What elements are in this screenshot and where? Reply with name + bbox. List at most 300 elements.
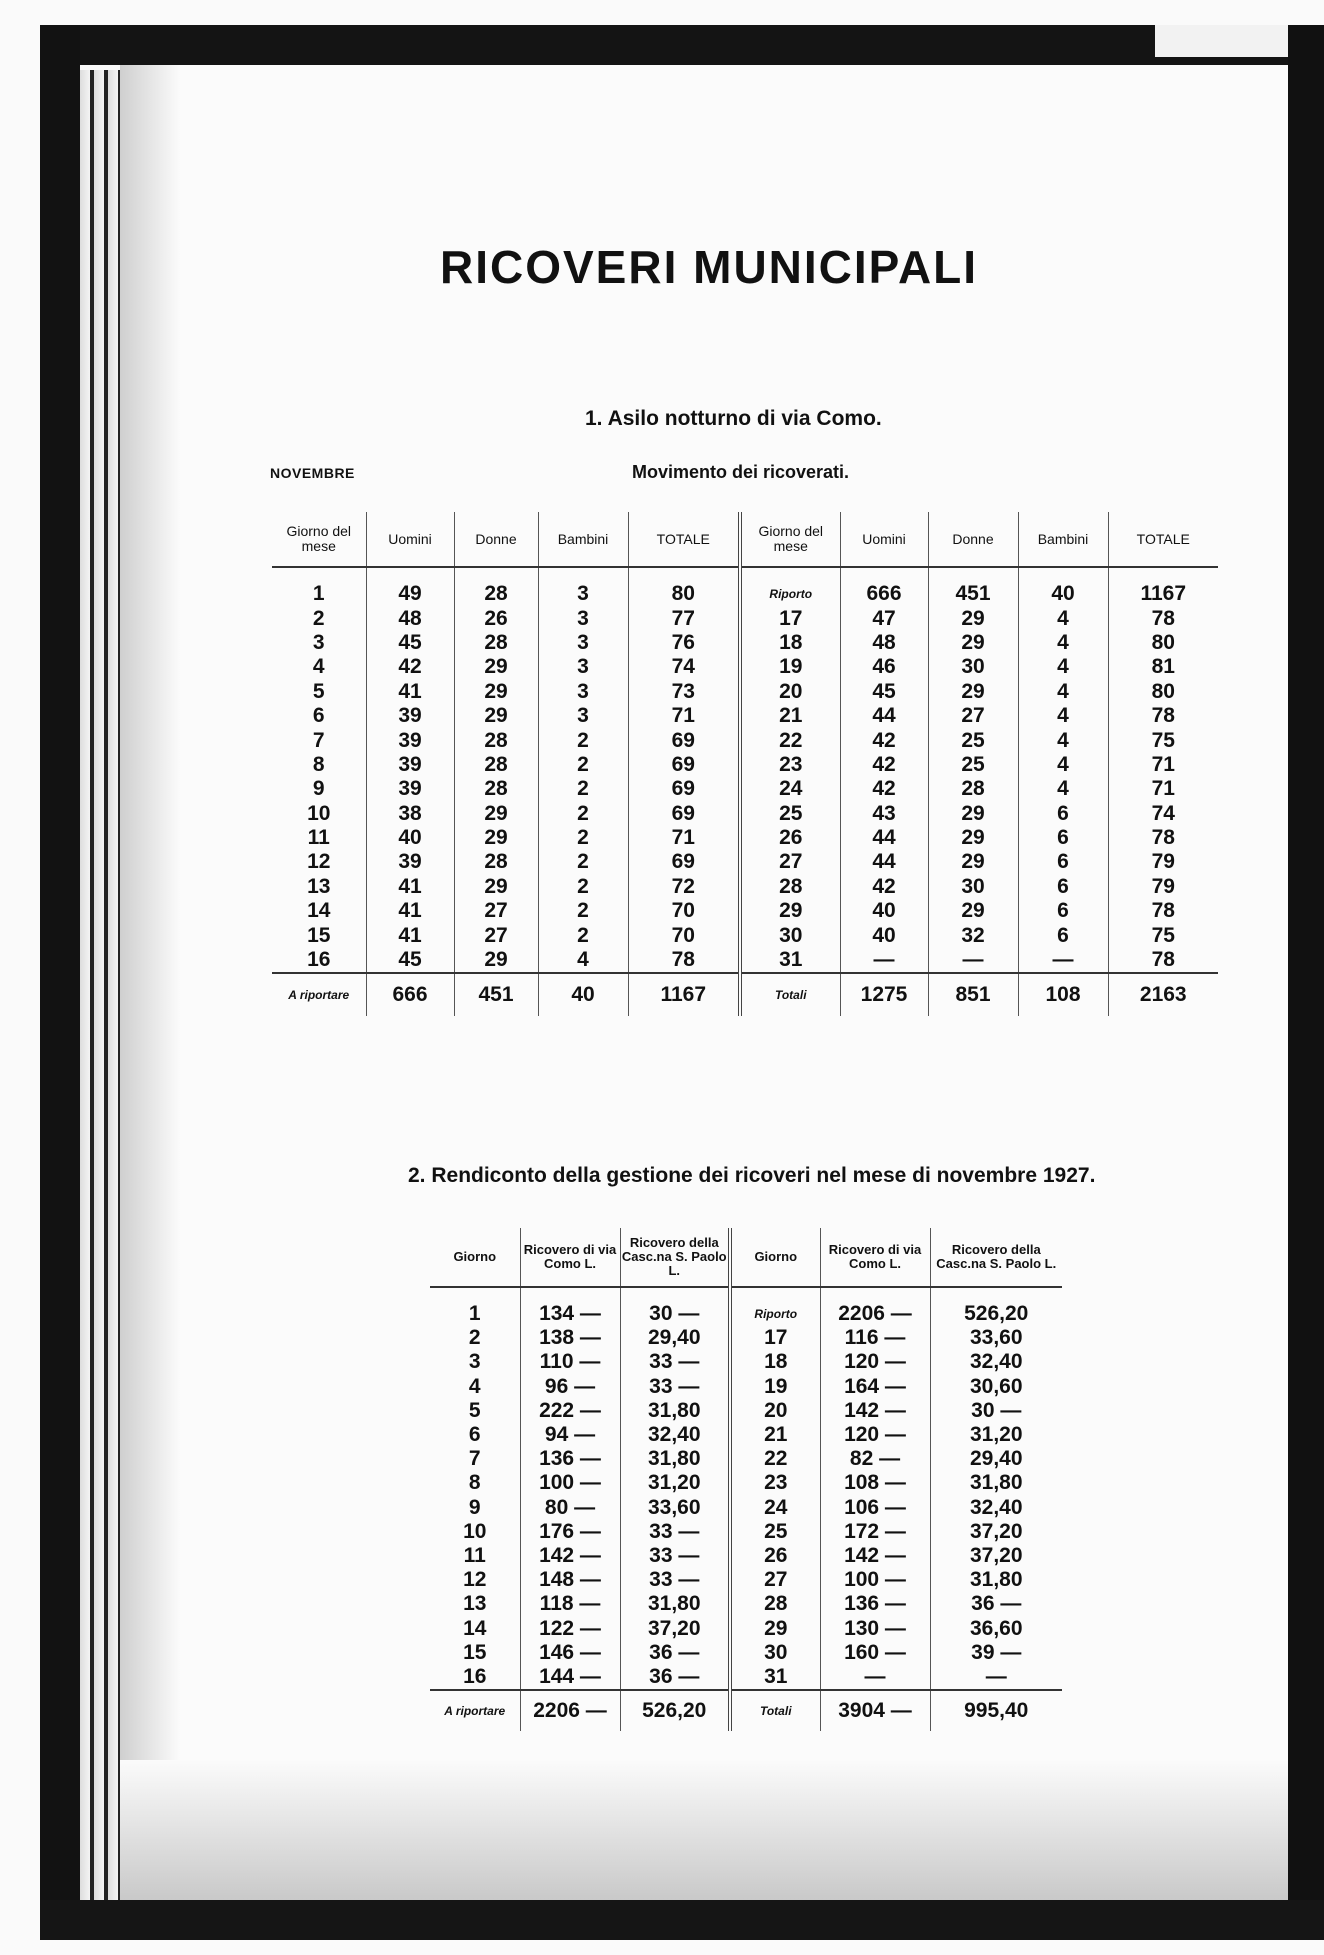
day-cell: 14 [463,1616,487,1640]
value-cell: 32,40 [930,1350,1062,1374]
table-row [272,606,1218,630]
day-cell: 20 [730,1399,820,1423]
header-cell: Uomini [366,512,454,567]
value-cell: 136 — [820,1592,930,1616]
value-cell: 29 [454,802,538,826]
value-cell: 42 [366,655,454,679]
total-row [430,1690,1062,1731]
value-cell: 142 — [820,1544,930,1568]
value-cell: 42 [840,777,928,801]
day-cell: 20 [740,680,840,704]
day-cell: 29 [730,1616,820,1640]
spacer-cell [928,567,1018,582]
value-cell: 40 [538,973,628,1016]
value-cell: 69 [628,753,740,777]
table-row [430,1592,1062,1616]
value-cell: 73 [628,680,740,704]
value-cell: 30 — [620,1302,730,1326]
value-cell: 2 [538,923,628,947]
value-cell: 3 [538,704,628,728]
value-cell: 71 [1108,777,1218,801]
day-cell: 5 [468,1398,481,1422]
value-cell: 27 [454,899,538,923]
value-cell: 31,80 [620,1447,730,1471]
value-cell: 29 [928,802,1018,826]
day-cell: 29 [740,899,840,923]
spacer-cell [1018,567,1108,582]
value-cell: 6 [1018,826,1108,850]
value-cell: 33,60 [930,1326,1062,1350]
value-cell: 39 [366,704,454,728]
value-cell: 37,20 [930,1544,1062,1568]
spacer-cell [930,1287,1062,1302]
value-cell: 2 [538,728,628,752]
spacer-cell [1108,567,1218,582]
table-row [430,1350,1062,1374]
table-row [430,1568,1062,1592]
value-cell: 3 [538,631,628,655]
day-cell: 11 [307,826,330,850]
value-cell: 27 [928,704,1018,728]
value-cell: 30 — [930,1399,1062,1423]
value-cell: 29 [454,875,538,899]
day-cell: 16 [463,1664,487,1688]
value-cell: 4 [1018,680,1108,704]
value-cell: 29 [928,826,1018,850]
value-cell: 39 [366,728,454,752]
value-cell: 31,20 [620,1471,730,1495]
value-cell: 3 [538,680,628,704]
value-cell: 36 — [620,1641,730,1665]
spacer-cell [620,1287,730,1302]
header-cell: Ricovero di via Como L. [820,1228,930,1287]
day-cell: 7 [312,728,325,752]
value-cell: 40 [1018,582,1108,606]
section2-heading: 2. Rendiconto della gestione dei ricoveri nel mese di novembre 1927. [408,1164,1096,1187]
value-cell: 78 [1108,899,1218,923]
value-cell: 3 [538,606,628,630]
value-cell: 78 [1108,704,1218,728]
header-cell: Uomini [840,512,928,567]
day-cell: A riportare [430,1690,520,1731]
value-cell: 45 [840,680,928,704]
value-cell: 48 [366,606,454,630]
value-cell: 94 — [520,1423,620,1447]
value-cell: 29 [928,680,1018,704]
value-cell: 28 [454,777,538,801]
value-cell: 2 [538,802,628,826]
table-row [430,1665,1062,1690]
value-cell: 142 — [820,1399,930,1423]
value-cell: 32,40 [930,1496,1062,1520]
value-cell: 4 [1018,655,1108,679]
spacer-cell [454,567,538,582]
value-cell: 71 [1108,753,1218,777]
value-cell: 42 [840,875,928,899]
value-cell: 76 [628,631,740,655]
value-cell: 39 — [930,1641,1062,1665]
section1-heading: 1. Asilo notturno di via Como. [585,407,882,430]
value-cell: 29 [928,631,1018,655]
value-cell: 41 [366,923,454,947]
value-cell: 1275 [840,973,928,1016]
value-cell: 6 [1018,802,1108,826]
value-cell: 27 [454,923,538,947]
day-cell: 7 [468,1447,481,1471]
value-cell: 108 [1018,973,1108,1016]
value-cell: 130 — [820,1616,930,1640]
table-row [272,582,1218,606]
header-cell: Giorno del mese [272,512,366,567]
day-cell: 23 [730,1471,820,1495]
value-cell: 3904 — [820,1690,930,1731]
table-row [272,802,1218,826]
table-row [430,1375,1062,1399]
table-row [272,753,1218,777]
value-cell: 4 [1018,753,1108,777]
value-cell: 81 [1108,655,1218,679]
value-cell: 100 — [820,1568,930,1592]
day-cell: 17 [730,1326,820,1350]
header-cell: TOTALE [1108,512,1218,567]
page-shadow [120,1760,1288,1900]
day-cell: 2 [312,606,325,630]
value-cell: 2206 — [520,1690,620,1731]
day-cell: 18 [740,631,840,655]
value-cell: 41 [366,875,454,899]
value-cell: 451 [454,973,538,1016]
total-row [272,973,1218,1016]
value-cell: 29 [928,850,1018,874]
value-cell: 43 [840,802,928,826]
value-cell: 39 [366,850,454,874]
value-cell: 108 — [820,1471,930,1495]
day-cell: 30 [730,1641,820,1665]
day-cell: 26 [730,1544,820,1568]
page-edge [108,70,118,1900]
value-cell: 37,20 [620,1616,730,1640]
value-cell: 33 — [620,1350,730,1374]
page-shadow [120,65,180,1900]
value-cell: 44 [840,850,928,874]
value-cell: 28 [454,728,538,752]
day-cell: 27 [730,1568,820,1592]
value-cell: 118 — [520,1592,620,1616]
spacer-cell [520,1287,620,1302]
value-cell: 222 — [520,1399,620,1423]
table-row [272,704,1218,728]
spacer-cell [740,567,840,582]
day-cell: 13 [463,1592,487,1616]
value-cell: 2163 [1108,973,1218,1016]
value-cell: 74 [628,655,740,679]
value-cell: 39 [366,777,454,801]
value-cell: 70 [628,899,740,923]
header-cell: Donne [928,512,1018,567]
value-cell: 1167 [1108,582,1218,606]
value-cell: 29 [454,655,538,679]
day-cell: 15 [463,1640,487,1664]
value-cell: 110 — [520,1350,620,1374]
day-cell: 15 [307,923,331,947]
value-cell: 79 [1108,875,1218,899]
value-cell: 37,20 [930,1520,1062,1544]
table-row [430,1544,1062,1568]
day-cell: 5 [312,679,325,703]
value-cell: 6 [1018,899,1108,923]
value-cell: 120 — [820,1423,930,1447]
value-cell: 30 [928,655,1018,679]
value-cell: 142 — [520,1544,620,1568]
value-cell: 120 — [820,1350,930,1374]
value-cell: 36,60 [930,1616,1062,1640]
value-cell: 2 [538,899,628,923]
scan-border-right [1288,25,1324,1940]
table-row [272,777,1218,801]
value-cell: 48 [840,631,928,655]
value-cell: 38 [366,802,454,826]
table-row [272,875,1218,899]
table-row [272,899,1218,923]
value-cell: 4 [538,948,628,973]
value-cell: 29 [454,826,538,850]
value-cell: 82 — [820,1447,930,1471]
value-cell: — [820,1665,930,1690]
value-cell: 176 — [520,1520,620,1544]
day-cell: 24 [730,1496,820,1520]
spacer-cell [730,1287,820,1302]
value-cell: 45 [366,631,454,655]
page-edge [80,70,90,1900]
spacer-cell [366,567,454,582]
page-title: RICOVERI MUNICIPALI [440,241,979,293]
day-cell: 31 [730,1665,820,1690]
value-cell: 74 [1108,802,1218,826]
table-row [272,923,1218,947]
table-row [272,948,1218,973]
value-cell: 80 [628,582,740,606]
value-cell: 148 — [520,1568,620,1592]
scan-border-top [40,25,1290,65]
table-row [430,1302,1062,1326]
value-cell: 31,80 [620,1399,730,1423]
value-cell: 28 [928,777,1018,801]
value-cell: 36 — [930,1592,1062,1616]
spacer-cell [628,567,740,582]
accounts-table [430,1228,1062,1731]
value-cell: 42 [840,753,928,777]
day-cell: Totali [740,973,840,1016]
value-cell: 26 [454,606,538,630]
day-cell: 9 [468,1495,481,1519]
day-cell: 28 [740,875,840,899]
value-cell: 31,80 [620,1592,730,1616]
day-cell: 30 [740,923,840,947]
day-cell: 25 [730,1520,820,1544]
table-row [430,1641,1062,1665]
value-cell: 122 — [520,1616,620,1640]
value-cell: 100 — [520,1471,620,1495]
day-cell: 22 [740,728,840,752]
header-cell: Ricovero della Casc.na S. Paolo L. [620,1228,730,1287]
value-cell: — [840,948,928,973]
value-cell: — [1018,948,1108,973]
value-cell: 30 [928,875,1018,899]
table-row [430,1326,1062,1350]
value-cell: 4 [1018,728,1108,752]
day-cell: 6 [312,704,325,728]
value-cell: 45 [366,948,454,973]
value-cell: 33 — [620,1520,730,1544]
header-cell: Ricovero della Casc.na S. Paolo L. [930,1228,1062,1287]
value-cell: 28 [454,582,538,606]
value-cell: 33,60 [620,1496,730,1520]
spacer-cell [430,1287,520,1302]
value-cell: 164 — [820,1375,930,1399]
value-cell: 78 [1108,826,1218,850]
day-cell: 25 [740,802,840,826]
value-cell: 78 [628,948,740,973]
value-cell: 33 — [620,1568,730,1592]
value-cell: 2 [538,777,628,801]
day-cell: 21 [730,1423,820,1447]
value-cell: 31,20 [930,1423,1062,1447]
table-row [272,631,1218,655]
value-cell: 31,80 [930,1471,1062,1495]
day-cell: Riporto [730,1302,820,1326]
table-row [272,850,1218,874]
day-cell: 10 [463,1519,487,1543]
value-cell: 136 — [520,1447,620,1471]
day-cell: 1 [468,1302,481,1326]
value-cell: 70 [628,923,740,947]
day-cell: 14 [307,899,331,923]
day-cell: 3 [468,1350,481,1374]
value-cell: 6 [1018,923,1108,947]
day-cell: 4 [468,1374,481,1398]
value-cell: 4 [1018,606,1108,630]
movement-table [272,512,1218,1016]
table-row [430,1616,1062,1640]
day-cell: 16 [307,948,331,972]
value-cell: 29,40 [620,1326,730,1350]
value-cell: 29 [454,680,538,704]
value-cell: 31,80 [930,1568,1062,1592]
day-cell: 26 [740,826,840,850]
value-cell: 666 [366,973,454,1016]
value-cell: 116 — [820,1326,930,1350]
table-row [430,1399,1062,1423]
value-cell: 41 [366,680,454,704]
table-row [272,680,1218,704]
table-row [430,1471,1062,1495]
day-cell: 17 [740,606,840,630]
value-cell: 2 [538,826,628,850]
day-cell: 9 [312,777,325,801]
day-cell: 13 [307,874,331,898]
day-cell: 31 [740,948,840,973]
value-cell: 72 [628,875,740,899]
header-cell: Giorno [430,1228,520,1287]
value-cell: 28 [454,753,538,777]
day-cell: 11 [463,1543,486,1567]
month-label: NOVEMBRE [270,465,355,481]
value-cell: 144 — [520,1665,620,1690]
day-cell: 1 [312,582,325,606]
day-cell: 12 [307,850,331,874]
value-cell: 29 [454,948,538,973]
day-cell: 21 [740,704,840,728]
value-cell: 69 [628,802,740,826]
day-cell: 24 [740,777,840,801]
value-cell: 526,20 [930,1302,1062,1326]
value-cell: 41 [366,899,454,923]
value-cell: 80 — [520,1496,620,1520]
value-cell: 44 [840,704,928,728]
value-cell: 29,40 [930,1447,1062,1471]
value-cell: 29 [454,704,538,728]
day-cell: 10 [307,801,331,825]
value-cell: 106 — [820,1496,930,1520]
header-cell: Giorno [730,1228,820,1287]
header-cell: Bambini [1018,512,1108,567]
day-cell: 19 [740,655,840,679]
value-cell: 75 [1108,728,1218,752]
value-cell: 28 [454,631,538,655]
value-cell: 69 [628,728,740,752]
value-cell: 32,40 [620,1423,730,1447]
value-cell: 32 [928,923,1018,947]
table-row [272,728,1218,752]
scan-border-left [40,25,80,1940]
value-cell: 29 [928,606,1018,630]
value-cell: 138 — [520,1326,620,1350]
value-cell: 172 — [820,1520,930,1544]
table-row [272,655,1218,679]
value-cell: 71 [628,704,740,728]
value-cell: 2 [538,753,628,777]
value-cell: 2 [538,850,628,874]
value-cell: — [928,948,1018,973]
day-cell: 8 [468,1471,481,1495]
value-cell: 3 [538,582,628,606]
spacer-cell [840,567,928,582]
day-cell: 3 [312,630,325,654]
value-cell: 33 — [620,1375,730,1399]
table-row [272,826,1218,850]
value-cell: 25 [928,728,1018,752]
value-cell: 79 [1108,850,1218,874]
value-cell: 451 [928,582,1018,606]
value-cell: 851 [928,973,1018,1016]
value-cell: 78 [1108,948,1218,973]
value-cell: 30,60 [930,1375,1062,1399]
value-cell: 75 [1108,923,1218,947]
table-row [430,1423,1062,1447]
scan-border-gap [1155,25,1290,57]
day-cell: 28 [730,1592,820,1616]
value-cell: 40 [840,923,928,947]
value-cell: 39 [366,753,454,777]
day-cell: 27 [740,850,840,874]
value-cell: 25 [928,753,1018,777]
day-cell: 19 [730,1375,820,1399]
value-cell: 40 [840,899,928,923]
value-cell: 77 [628,606,740,630]
table-row [430,1496,1062,1520]
value-cell: 3 [538,655,628,679]
value-cell: 78 [1108,606,1218,630]
